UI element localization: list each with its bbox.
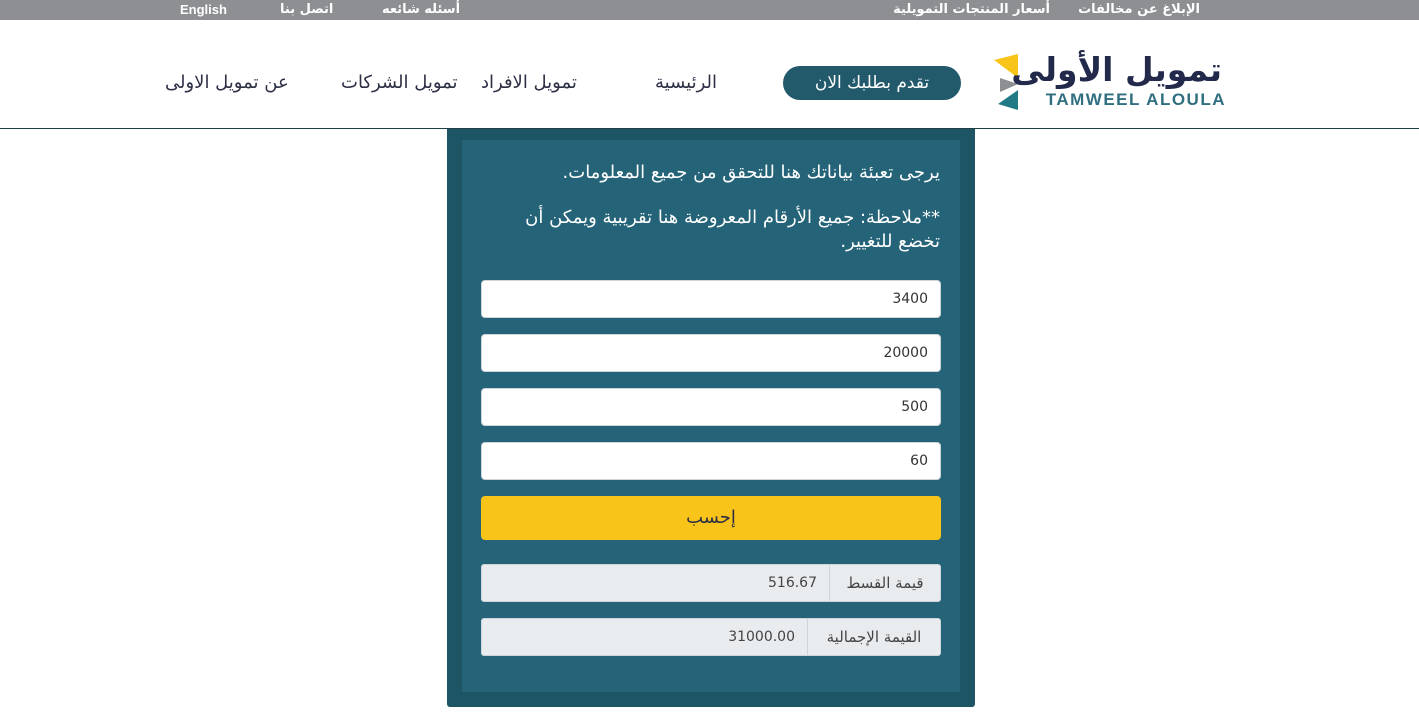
finance-amount-input[interactable]: 20000 — [481, 334, 941, 372]
logo-english-text: TAMWEEL ALOULA — [1045, 90, 1226, 109]
total-result — [481, 618, 941, 656]
contact-link[interactable]: اتصل بنا — [280, 2, 334, 17]
installment-value: 516.67 — [481, 564, 830, 602]
language-switch-link[interactable]: English — [180, 2, 227, 17]
installment-result — [481, 564, 941, 602]
calculator-disclaimer-note: **ملاحظة: جميع الأرقام المعروضة هنا تقريبية ويمكن أن تخضع للتغيير. — [525, 207, 940, 252]
nav-individuals-finance[interactable]: تمويل الافراد — [481, 72, 577, 93]
calculator-body — [462, 140, 960, 692]
salary-input[interactable]: 3400 — [481, 280, 941, 318]
calculate-button[interactable]: إحسب — [481, 496, 941, 540]
top-utility-bar — [0, 0, 1419, 20]
finance-calculator-panel — [447, 129, 975, 707]
product-prices-link[interactable]: أسعار المنتجات التمويلية — [893, 2, 1050, 17]
calculator-intro-text: يرجى تعبئة بياناتك هنا للتحقق من جميع المعلومات. — [562, 162, 940, 183]
faq-link[interactable]: أسئله شائعه — [382, 2, 461, 17]
report-violations-link[interactable]: الإبلاغ عن مخالفات — [1078, 2, 1200, 17]
total-value: 31000.00 — [481, 618, 808, 656]
nav-about[interactable]: عن تمويل الاولى — [165, 72, 289, 93]
duration-months-input[interactable]: 60 — [481, 442, 941, 480]
total-label: القيمة الإجمالية — [807, 618, 941, 656]
down-payment-input[interactable]: 500 — [481, 388, 941, 426]
apply-now-button[interactable]: تقدم بطلبك الان — [783, 66, 961, 100]
installment-label: قيمة القسط — [829, 564, 941, 602]
nav-companies-finance[interactable]: تمويل الشركات — [341, 72, 458, 93]
nav-home[interactable]: الرئيسية — [655, 72, 717, 93]
logo-arabic-text: تمويل الأولى — [1011, 50, 1222, 89]
site-header — [0, 20, 1419, 129]
site-logo[interactable] — [990, 50, 1230, 116]
